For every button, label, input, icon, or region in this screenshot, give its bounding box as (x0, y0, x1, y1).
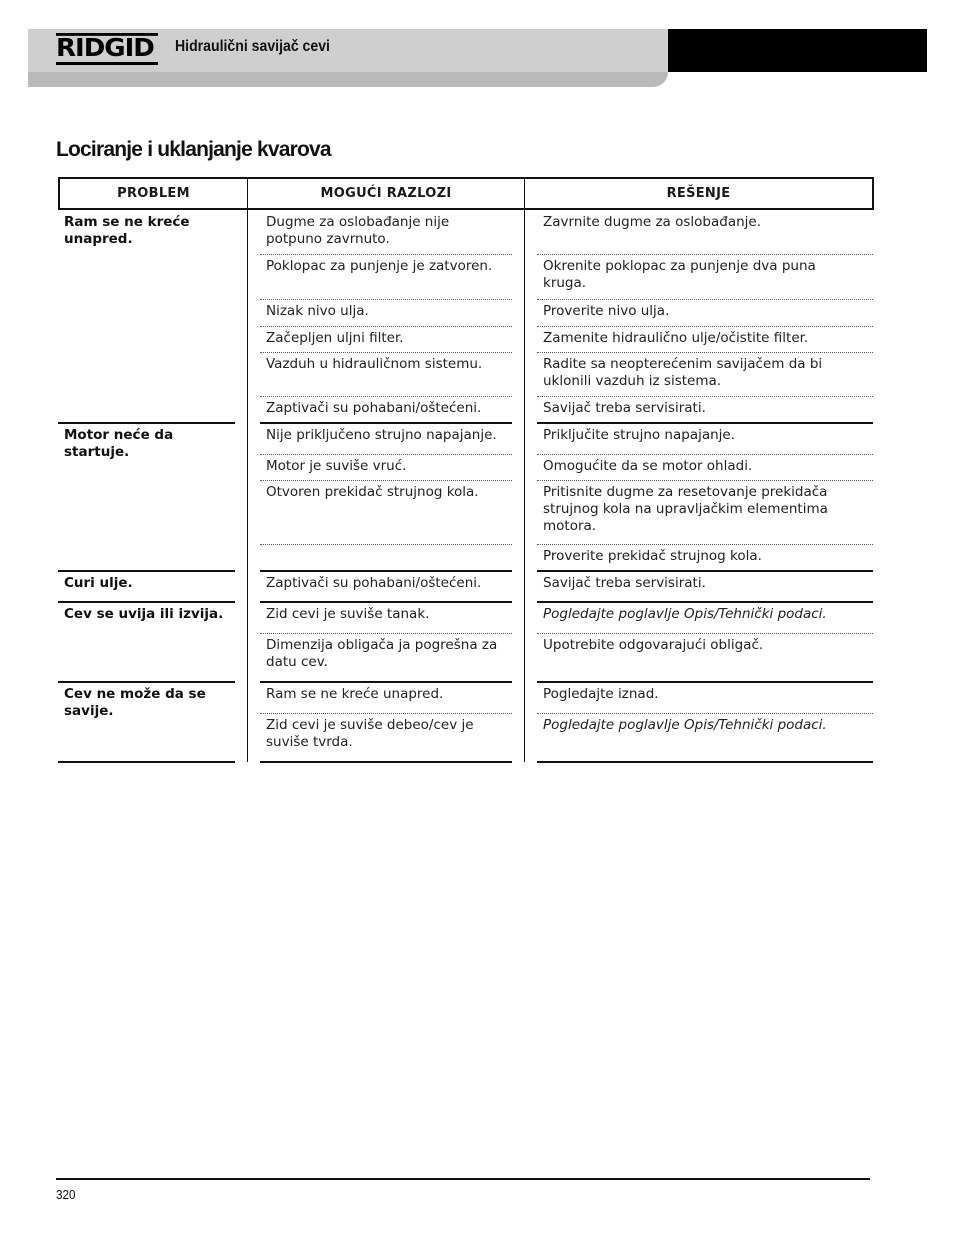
problem-cell-line: Cev ne može da se (64, 686, 206, 702)
cause-cell (266, 303, 369, 320)
solution-cell (543, 606, 827, 623)
problem-cell-line: Cev se uvija ili izvija. (64, 606, 224, 622)
solution-cell (543, 356, 822, 390)
cause-cell-line: Nizak nivo ulja. (266, 303, 369, 319)
solution-cell-line: Pogledajte poglavlje Opis/Tehnički podaci. (543, 606, 827, 622)
row-separator-solution (537, 254, 873, 255)
solution-cell-line: Omogućite da se motor ohladi. (543, 458, 753, 474)
solution-cell-line: kruga. (543, 275, 587, 291)
solution-cell-line: Zamenite hidraulično ulje/očistite filter. (543, 330, 809, 346)
problem-cell-line: unapred. (64, 231, 133, 247)
solution-cell-line: Zavrnite dugme za oslobađanje. (543, 214, 762, 230)
solution-cell (543, 258, 816, 292)
cause-cell (266, 400, 481, 417)
page-number: 320 (56, 1187, 76, 1202)
column-divider-1 (247, 210, 248, 762)
group-separator-cause (260, 570, 512, 572)
ridgid-logo (56, 33, 158, 65)
group-separator-solution (537, 422, 873, 424)
solution-cell (543, 575, 706, 592)
row-separator-cause (260, 633, 512, 634)
cause-cell-line: Začepljen uljni filter. (266, 330, 404, 346)
cause-cell (266, 484, 479, 501)
row-separator-cause (260, 326, 512, 327)
row-separator-cause (260, 544, 512, 545)
problem-cell-line: startuje. (64, 444, 130, 460)
cause-cell-line: suviše tvrda. (266, 734, 353, 750)
row-separator-solution (537, 633, 873, 634)
row-separator-cause (260, 396, 512, 397)
solution-cell-line: Priključite strujno napajanje. (543, 427, 736, 443)
cause-cell-line: datu cev. (266, 654, 328, 670)
group-separator-cause (260, 422, 512, 424)
solution-cell (543, 458, 752, 475)
row-separator-solution (537, 396, 873, 397)
problem-cell-line: savije. (64, 703, 114, 719)
row-separator-cause (260, 254, 512, 255)
group-separator-problem (58, 601, 235, 603)
cause-cell (266, 330, 404, 347)
row-separator-cause (260, 299, 512, 300)
problem-cell (64, 427, 173, 461)
solution-cell (543, 214, 761, 231)
group-separator-solution (537, 570, 873, 572)
row-separator-solution (537, 326, 873, 327)
cause-cell (266, 686, 443, 703)
cause-cell (266, 637, 497, 671)
row-separator-cause (260, 352, 512, 353)
group-separator-problem (58, 681, 235, 683)
problem-cell-line: Ram se ne kreće (64, 214, 190, 230)
cause-cell-line: Motor je suviše vruć. (266, 458, 407, 474)
table-bottom-cause (260, 761, 512, 763)
solution-cell (543, 427, 735, 444)
cause-cell-line: Zaptivači su pohabani/oštećeni. (266, 400, 482, 416)
cause-cell (266, 458, 406, 475)
cause-cell-line: Vazduh u hidrauličnom sistemu. (266, 356, 483, 372)
row-separator-cause (260, 713, 512, 714)
row-separator-solution (537, 352, 873, 353)
column-divider-2 (524, 210, 525, 762)
cause-cell (266, 606, 429, 623)
table-header (58, 177, 874, 210)
cause-cell-line: potpuno zavrnuto. (266, 231, 390, 247)
cause-cell-line: Zid cevi je suviše tanak. (266, 606, 430, 622)
problem-cell (64, 214, 190, 248)
cause-cell (266, 356, 482, 373)
solution-cell-line: Savijač treba servisirati. (543, 400, 706, 416)
solution-cell (543, 400, 706, 417)
row-separator-solution (537, 299, 873, 300)
solution-cell-line: strujnog kola na upravljačkim elementima (543, 501, 828, 517)
solution-cell-line: Proverite nivo ulja. (543, 303, 670, 319)
section-title: Lociranje i uklanjanje kvarova (56, 138, 331, 161)
group-separator-cause (260, 601, 512, 603)
solution-cell-line: Pogledajte iznad. (543, 686, 659, 702)
row-separator-solution (537, 480, 873, 481)
problem-cell-line: Curi ulje. (64, 575, 133, 591)
footer-rule (56, 1178, 870, 1180)
solution-cell (543, 548, 762, 565)
solution-cell (543, 303, 669, 320)
column-header-problem: PROBLEM (60, 179, 248, 208)
header-title: Hidraulični savijač cevi (175, 38, 330, 55)
column-header-solution: REŠENJE (666, 186, 731, 201)
cause-cell (266, 214, 449, 248)
problem-cell-line: Motor neće da (64, 427, 174, 443)
problem-cell (64, 686, 206, 720)
solution-cell-line: motora. (543, 518, 597, 534)
cause-cell-line: Dugme za oslobađanje nije (266, 214, 450, 230)
logo-text: RIDGID (56, 33, 158, 60)
solution-cell-line: Pogledajte poglavlje Opis/Tehnički podaci. (543, 717, 827, 733)
solution-cell-line: Upotrebite odgovarajući obligač. (543, 637, 764, 653)
table-bottom-problem (58, 761, 235, 763)
solution-cell (543, 717, 827, 734)
solution-cell-line: Savijač treba servisirati. (543, 575, 706, 591)
group-separator-problem (58, 570, 235, 572)
cause-cell (266, 258, 492, 275)
header-shadow (28, 72, 668, 87)
solution-cell (543, 330, 808, 347)
cause-cell-line: Zaptivači su pohabani/oštećeni. (266, 575, 482, 591)
row-separator-cause (260, 454, 512, 455)
cause-cell-line: Ram se ne kreće unapred. (266, 686, 444, 702)
cause-cell-line: Zid cevi je suviše debeo/cev je (266, 717, 474, 733)
solution-cell-line: Pritisnite dugme za resetovanje prekidača (543, 484, 828, 500)
solution-cell (543, 637, 763, 654)
solution-cell-line: Radite sa neopterećenim savijačem da bi (543, 356, 823, 372)
column-header-causes: MOGUĆI RAZLOZI (248, 179, 525, 208)
row-separator-cause (260, 480, 512, 481)
cause-cell (266, 575, 481, 592)
cause-cell-line: Poklopac za punjenje je zatvoren. (266, 258, 493, 274)
cause-cell-line: Otvoren prekidač strujnog kola. (266, 484, 479, 500)
solution-cell-line: Proverite prekidač strujnog kola. (543, 548, 762, 564)
row-separator-solution (537, 713, 873, 714)
problem-cell (64, 575, 133, 592)
cause-cell (266, 717, 474, 751)
problem-cell (64, 606, 223, 623)
solution-cell-line: Okrenite poklopac za punjenje dva puna (543, 258, 816, 274)
cause-cell-line: Nije priključeno strujno napajanje. (266, 427, 497, 443)
group-separator-solution (537, 601, 873, 603)
group-separator-problem (58, 422, 235, 424)
solution-cell-line: uklonili vazduh iz sistema. (543, 373, 722, 389)
cause-cell (266, 427, 497, 444)
row-separator-solution (537, 454, 873, 455)
solution-cell (543, 686, 659, 703)
solution-cell (543, 484, 828, 535)
table-bottom-solution (537, 761, 873, 763)
header-black-block (668, 29, 927, 72)
group-separator-solution (537, 681, 873, 683)
row-separator-solution (537, 544, 873, 545)
cause-cell-line: Dimenzija obligača ja pogrešna za (266, 637, 498, 653)
group-separator-cause (260, 681, 512, 683)
